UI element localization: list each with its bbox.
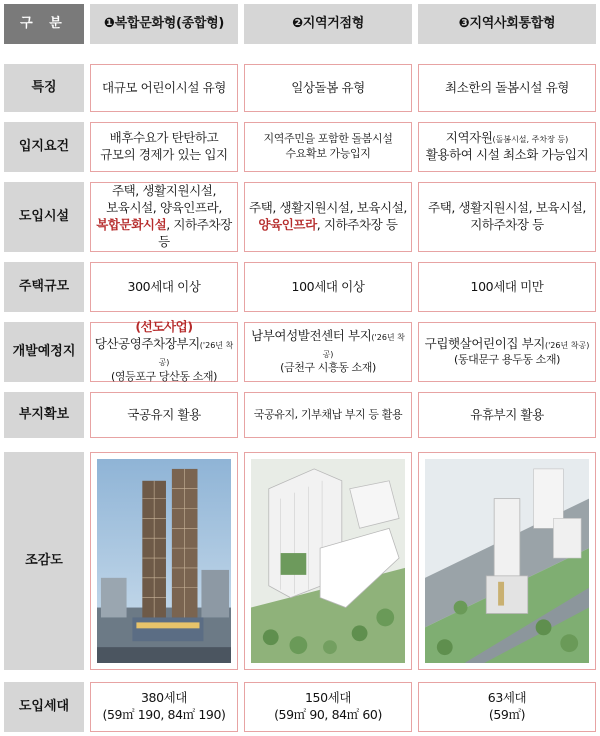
land-type-3: 유휴부지 활용 — [418, 392, 596, 438]
location-type-3: 지역자원(돌봄시설, 주차장 등) 활용하여 시설 최소화 가능입지 — [418, 122, 596, 172]
site-type-1: (선도사업) 당산공영주차장부지('26년 착공) (영등포구 당산동 소재) — [90, 322, 238, 382]
row-label-scale: 주택규모 — [4, 262, 84, 312]
header-type-2: ❷지역거점형 — [244, 4, 412, 44]
header-label: 구 분 — [4, 4, 84, 44]
facilities-type-1: 주택, 생활지원시설, 보육시설, 양육인프라, 복합문화시설, 지하주차장 등 — [90, 182, 238, 252]
households-type-1: 380세대 (59㎡ 190, 84㎡ 190) — [90, 682, 238, 732]
land-type-1: 국공유지 활용 — [90, 392, 238, 438]
campus-illustration — [251, 459, 405, 663]
twin-towers-illustration — [97, 459, 231, 663]
row-label-feature: 특징 — [4, 64, 84, 112]
roadside-tower-illustration — [425, 459, 589, 663]
header-type-1: ❶복합문화형(종합형) — [90, 4, 238, 44]
site-type-3: 구립햇살어린이집 부지('26년 착공) (동대문구 용두동 소재) — [418, 322, 596, 382]
feature-type-1: 대규모 어린이시설 유형 — [90, 64, 238, 112]
facilities-type-2: 주택, 생활지원시설, 보육시설, 양육인프라, 지하주차장 등 — [244, 182, 412, 252]
header-type-3: ❸지역사회통합형 — [418, 4, 596, 44]
scale-type-1: 300세대 이상 — [90, 262, 238, 312]
scale-type-3: 100세대 미만 — [418, 262, 596, 312]
bird-view-image-1 — [90, 452, 238, 670]
row-label-households: 도입세대 — [4, 682, 84, 732]
location-type-1: 배후수요가 탄탄하고 규모의 경제가 있는 입지 — [90, 122, 238, 172]
row-label-site: 개발예정지 — [4, 322, 84, 382]
location-type-2: 지역주민을 포함한 돌봄시설 수요확보 가능입지 — [244, 122, 412, 172]
row-label-land: 부지확보 — [4, 392, 84, 438]
row-label-location: 입지요건 — [4, 122, 84, 172]
scale-type-2: 100세대 이상 — [244, 262, 412, 312]
land-type-2: 국공유지, 기부채납 부지 등 활용 — [244, 392, 412, 438]
site-type-2: 남부여성발전센터 부지('26년 착공) (금천구 시흥동 소재) — [244, 322, 412, 382]
feature-type-3: 최소한의 돌봄시설 유형 — [418, 64, 596, 112]
bird-view-image-3 — [418, 452, 596, 670]
households-type-2: 150세대 (59㎡ 90, 84㎡ 60) — [244, 682, 412, 732]
row-label-facilities: 도입시설 — [4, 182, 84, 252]
households-type-3: 63세대 (59㎡) — [418, 682, 596, 732]
feature-type-2: 일상돌봄 유형 — [244, 64, 412, 112]
facilities-type-3: 주택, 생활지원시설, 보육시설, 지하주차장 등 — [418, 182, 596, 252]
bird-view-image-2 — [244, 452, 412, 670]
row-label-bird-view: 조감도 — [4, 452, 84, 670]
